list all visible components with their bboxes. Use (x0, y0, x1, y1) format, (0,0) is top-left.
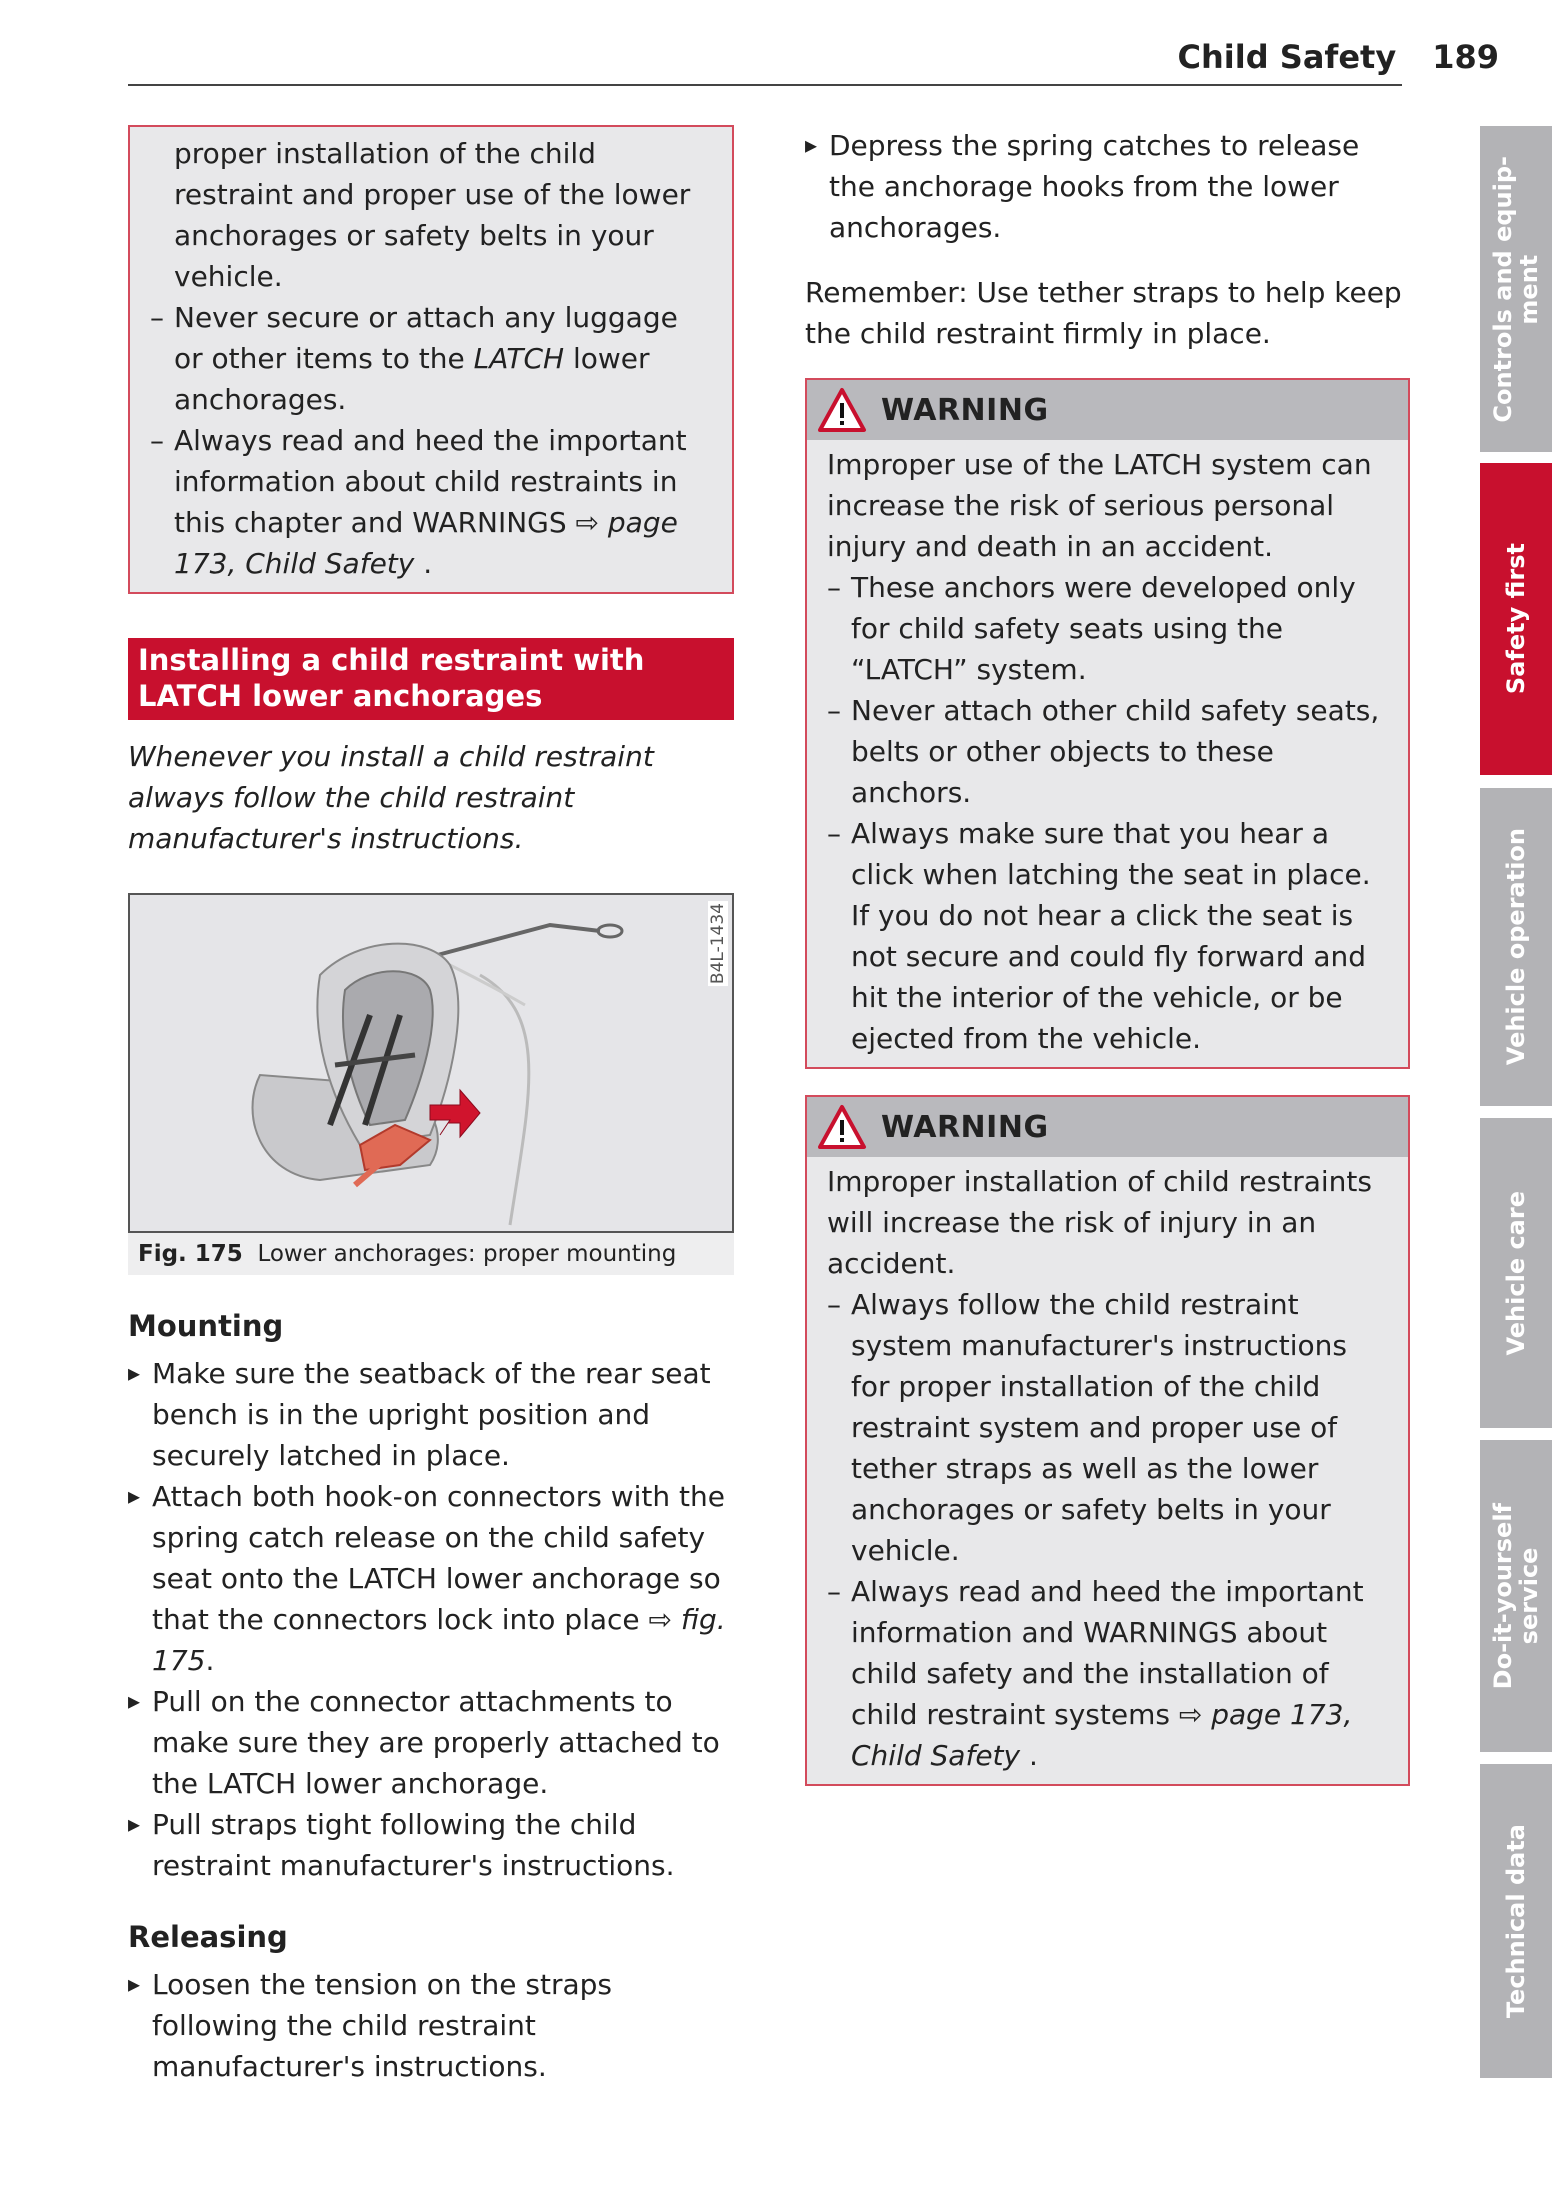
warning-box-installation (805, 1095, 1410, 1786)
chapter-title: Child Safety (1177, 38, 1397, 76)
releasing-step: ▸ Depress the spring catches to release the anchorage hooks from the lower anchorages. (805, 125, 1410, 248)
continued-item: – Always read and heed the important information about child restraints in this chapter and WARNINGS ⇨ page 173, Child Safety . (150, 420, 710, 584)
header-rule (128, 84, 1402, 86)
warning-box-latch (805, 378, 1410, 1069)
tab-vehicle-operation[interactable]: Vehicle operation (1480, 788, 1552, 1106)
remember-note: Remember: Use tether straps to help keep the child restraint firmly in place. (805, 276, 1402, 350)
warning-intro: Improper installation of child restraints will increase the risk of injury in an accident. (827, 1165, 1372, 1280)
figure-label: Fig. 175 (138, 1241, 243, 1267)
mounting-heading: Mounting (128, 1309, 284, 1343)
warning-triangle-icon (817, 1104, 867, 1150)
warning-header (807, 380, 1408, 440)
releasing-step: ▸ Loosen the tension on the straps following the child restraint manufacturer's instructions. (128, 1964, 734, 2087)
child-seat-drawing (130, 895, 732, 1231)
warning-body (807, 1157, 1408, 1784)
tab-technical-data[interactable]: Technical data (1480, 1764, 1552, 2078)
releasing-heading: Releasing (128, 1920, 288, 1954)
tab-controls-and-equipment[interactable]: Controls and equip- ment (1480, 126, 1552, 452)
warning-intro: Improper use of the LATCH system can increase the risk of serious personal injury and death in an accident. (827, 448, 1372, 563)
mounting-step: ▸ Pull on the connector attachments to make sure they are properly attached to the LATCH lower anchorage. (128, 1681, 734, 1804)
section-intro: Whenever you install a child restraint always follow the child restraint manufacturer's instructions. (128, 740, 654, 855)
figure-code: B4L-1434 (708, 903, 728, 985)
warning-title: WARNING (881, 1109, 1049, 1145)
figure-caption (128, 1233, 734, 1275)
tab-vehicle-care[interactable]: Vehicle care (1480, 1118, 1552, 1428)
figure-child-seat-illustration (128, 893, 734, 1233)
page-reference-link[interactable]: page 173, Child Safety (174, 506, 678, 580)
warning-title: WARNING (881, 392, 1049, 428)
warning-header (807, 1097, 1408, 1157)
continued-warning-box (128, 125, 734, 594)
left-column (128, 125, 734, 2087)
warning-item: – Never attach other child safety seats, belts or other objects to these anchors. (827, 690, 1388, 813)
continued-text: proper installation of the child restraint and proper use of the lower anchorages or safety belts in your vehicle. (174, 137, 691, 293)
section-heading: Installing a child restraint with LATCH lower anchorages (128, 638, 734, 720)
mounting-step: ▸ Attach both hook-on connectors with the spring catch release on the child safety seat onto the LATCH lower anchorage so that the connectors lock into place ⇨ fig. 175. (128, 1476, 734, 1681)
warning-item: – These anchors were developed only for child safety seats using the “LATCH” system. (827, 567, 1388, 690)
figure-reference-link[interactable]: fig. 175 (152, 1603, 726, 1677)
warning-item: – Always read and heed the important information and WARNINGS about child safety and the installation of child restraint systems ⇨ page 173, Child Safety . (827, 1571, 1388, 1776)
warning-item: – Always follow the child restraint system manufacturer's instructions for proper installation of the child restraint system and proper use of tether straps as well as the lower anchorages or safety belts in your vehicle. (827, 1284, 1388, 1571)
page-header (1178, 38, 1499, 76)
right-column (805, 125, 1410, 1786)
warning-triangle-icon (817, 387, 867, 433)
page-reference-link[interactable]: page 173, Child Safety (851, 1698, 1353, 1772)
page-number: 189 (1432, 38, 1499, 76)
continued-item: – Never secure or attach any luggage or other items to the LATCH lower anchorages. (150, 297, 710, 420)
warning-body (807, 440, 1408, 1067)
tab-safety-first[interactable]: Safety first (1480, 463, 1552, 775)
mounting-step: ▸ Pull straps tight following the child restraint manufacturer's instructions. (128, 1804, 734, 1886)
figure-caption-text: Lower anchorages: proper mounting (257, 1241, 677, 1267)
warning-item: – Always make sure that you hear a click when latching the seat in place. If you do not hear a click the seat is not secure and could fly forward and hit the interior of the vehicle, or be ejected from the vehicle. (827, 813, 1388, 1059)
tab-do-it-yourself-service[interactable]: Do-it-yourself service (1480, 1440, 1552, 1752)
mounting-step: ▸ Make sure the seatback of the rear seat bench is in the upright position and securely latched in place. (128, 1353, 734, 1476)
chapter-side-tabs (1480, 0, 1557, 2208)
